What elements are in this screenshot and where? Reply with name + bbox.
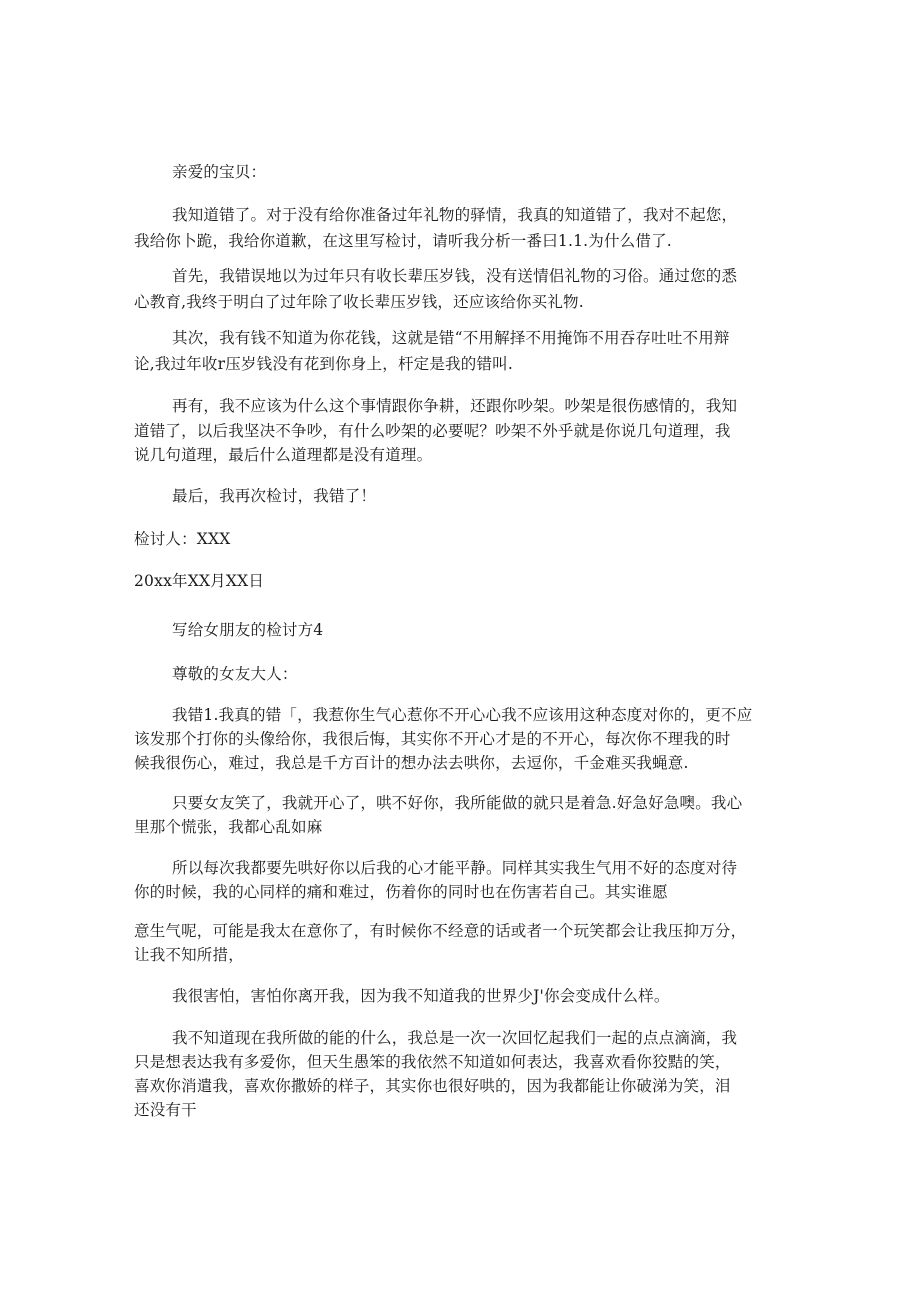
- paragraph-line: 我错1.我真的错「，我惹你生气心惹你不开心心我不应该用这种态度对你的，更不应: [172, 706, 753, 724]
- paragraph-line: 我很害怕，害怕你离开我，因为我不知道我的世界少J'你会变成什么样。: [172, 987, 670, 1005]
- paragraph-line: 让我不知所措，: [134, 946, 244, 964]
- paragraph-line: 道错了，以后我坚决不争吵，有什么吵架的必要呢？吵架不外乎就是你说几句道理，我: [134, 422, 731, 440]
- salutation-1: 亲爱的宝贝：: [172, 163, 267, 181]
- paragraph-line: 该发那个打你的头像给你，我很后悔，其实你不开心才是的不开心，每次你不理我的时: [134, 730, 731, 748]
- paragraph-line: 候我很伤心，难过，我总是千方百计的想办法去哄你，去逗你，千金难买我蝇意.: [134, 754, 689, 772]
- section-heading: 写给女朋友的检讨方4: [172, 621, 324, 639]
- paragraph-line: 里那个慌张，我都心乱如麻: [134, 818, 323, 836]
- paragraph-line: 论,我过年收r压岁钱没有花到你身上，杆定是我的错叫.: [134, 355, 513, 373]
- paragraph-line: 意生气呢，可能是我太在意你了，有时候你不经意的话或者一个玩笑都会让我压抑万分，: [134, 922, 747, 940]
- paragraph-line: 我给你卜跪，我给你道歉，在这里写检讨，请听我分析一番曰1.1.为什么借了.: [134, 232, 672, 250]
- paragraph-line: 只要女友笑了，我就开心了，哄不好你，我所能做的就只是着急.好急好急噢。我心: [172, 794, 743, 812]
- paragraph-line: 心教育,我终于明白了过年除了收长辈压岁钱，还应该给你买礼物.: [134, 293, 584, 311]
- paragraph-line: 喜欢你消遣我，喜欢你撒娇的样子，其实你也很好哄的，因为我都能让你破涕为笑，泪: [134, 1077, 731, 1095]
- paragraph-line: 我不知道现在我所做的能的什么，我总是一次一次回忆起我们一起的点点滴滴，我: [172, 1029, 738, 1047]
- paragraph-line: 其次，我有钱不知道为你花钱，这就是错“不用解择不用掩饰不用吞存吐吐不用辩: [172, 329, 730, 347]
- signer: 检讨人：XXX: [134, 530, 231, 548]
- paragraph-line: 还没有干: [134, 1101, 197, 1119]
- paragraph-line: 首先，我错误地以为过年只有收长辈压岁钱，没有送情侣礼物的习俗。通过您的悉: [172, 267, 738, 285]
- paragraph-line: 说几句道理，最后什么道理都是没有道理。: [134, 446, 433, 464]
- paragraph-line: 只是想表达我有多爱你，但天生愚笨的我依然不知道如何表达，我喜欢看你狡黠的笑，: [134, 1053, 731, 1071]
- date: 20xx年XX月XX日: [134, 572, 265, 590]
- paragraph-line: 再有，我不应该为什么这个事情跟你争耕，还跟你吵架。吵架是很伤感情的，我知: [172, 397, 738, 415]
- paragraph-line: 所以每次我都要先哄好你以后我的心才能平静。同样其实我生气用不好的态度对待: [172, 859, 738, 877]
- salutation-2: 尊敬的女友大人：: [172, 665, 298, 683]
- paragraph-line: 我知道错了。对于没有给你准备过年礼物的驿情，我真的知道错了，我对不起您，: [172, 206, 738, 224]
- paragraph-line: 你的时候，我的心同样的痛和难过，伤着你的同时也在伤害若自己。其实谁愿: [134, 883, 668, 901]
- paragraph-line: 最后，我再次检讨，我错了！: [172, 487, 377, 505]
